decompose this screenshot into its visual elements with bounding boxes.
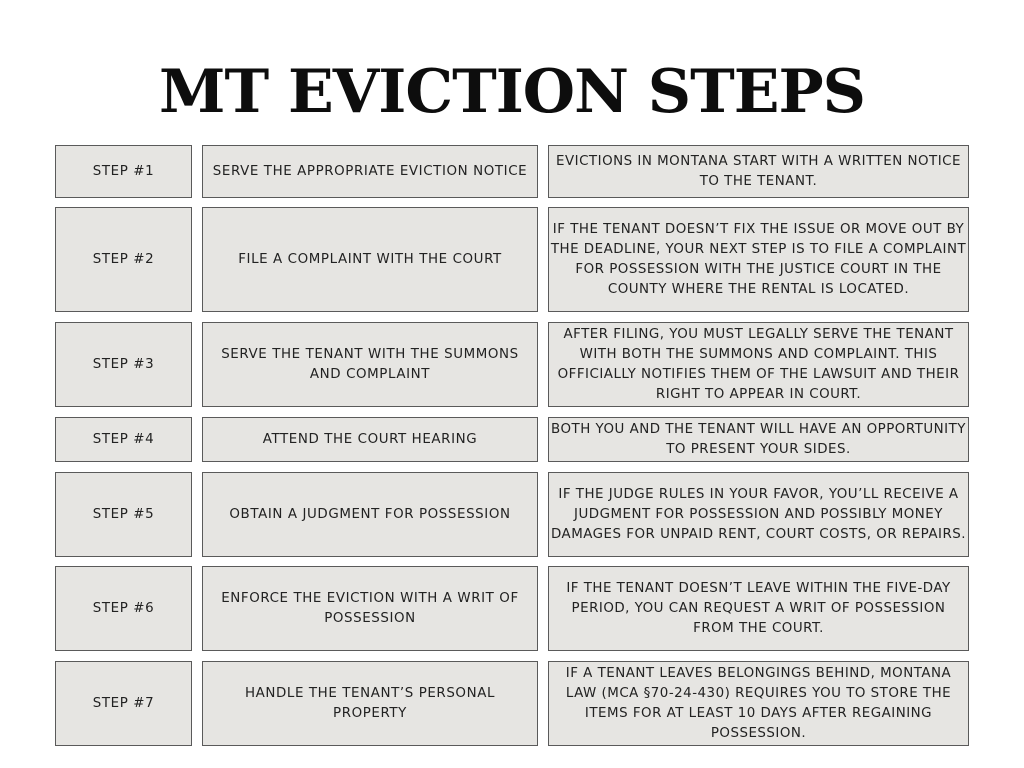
step-label-cell: STEP #6 (55, 566, 192, 651)
step-action-cell: OBTAIN A JUDGMENT FOR POSSESSION (202, 472, 538, 557)
step-detail-cell: IF THE TENANT DOESN’T FIX THE ISSUE OR MOVE OUT BY THE DEADLINE, YOUR NEXT STEP IS TO FILE A COMPLAINT FOR POSSESSION WITH THE JUSTICE COURT IN THE COUNTY WHERE THE RENTAL IS LOCATED. (548, 207, 969, 312)
step-action-cell: ATTEND THE COURT HEARING (202, 417, 538, 462)
step-label-cell: STEP #1 (55, 145, 192, 198)
step-detail-cell: EVICTIONS IN MONTANA START WITH A WRITTEN NOTICE TO THE TENANT. (548, 145, 969, 198)
step-action-cell: SERVE THE TENANT WITH THE SUMMONS AND COMPLAINT (202, 322, 538, 407)
step-detail-cell: IF THE TENANT DOESN’T LEAVE WITHIN THE FIVE-DAY PERIOD, YOU CAN REQUEST A WRIT OF POSSESSION FROM THE COURT. (548, 566, 969, 651)
step-detail-cell: BOTH YOU AND THE TENANT WILL HAVE AN OPPORTUNITY TO PRESENT YOUR SIDES. (548, 417, 969, 462)
step-label-cell: STEP #5 (55, 472, 192, 557)
step-detail-cell: IF A TENANT LEAVES BELONGINGS BEHIND, MONTANA LAW (MCA §70-24-430) REQUIRES YOU TO STORE THE ITEMS FOR AT LEAST 10 DAYS AFTER REGAINING POSSESSION. (548, 661, 969, 746)
step-label-cell: STEP #3 (55, 322, 192, 407)
step-detail-cell: IF THE JUDGE RULES IN YOUR FAVOR, YOU’LL RECEIVE A JUDGMENT FOR POSSESSION AND POSSIBLY MONEY DAMAGES FOR UNPAID RENT, COURT COSTS, OR REPAIRS. (548, 472, 969, 557)
step-action-cell: FILE A COMPLAINT WITH THE COURT (202, 207, 538, 312)
step-action-cell: HANDLE THE TENANT’S PERSONAL PROPERTY (202, 661, 538, 746)
page-title: MT EVICTION STEPS (159, 57, 865, 127)
step-label-cell: STEP #4 (55, 417, 192, 462)
step-action-cell: ENFORCE THE EVICTION WITH A WRIT OF POSSESSION (202, 566, 538, 651)
step-label-cell: STEP #7 (55, 661, 192, 746)
step-label-cell: STEP #2 (55, 207, 192, 312)
step-detail-cell: AFTER FILING, YOU MUST LEGALLY SERVE THE TENANT WITH BOTH THE SUMMONS AND COMPLAINT. THIS OFFICIALLY NOTIFIES THEM OF THE LAWSUIT AND THEIR RIGHT TO APPEAR IN COURT. (548, 322, 969, 407)
step-action-cell: SERVE THE APPROPRIATE EVICTION NOTICE (202, 145, 538, 198)
